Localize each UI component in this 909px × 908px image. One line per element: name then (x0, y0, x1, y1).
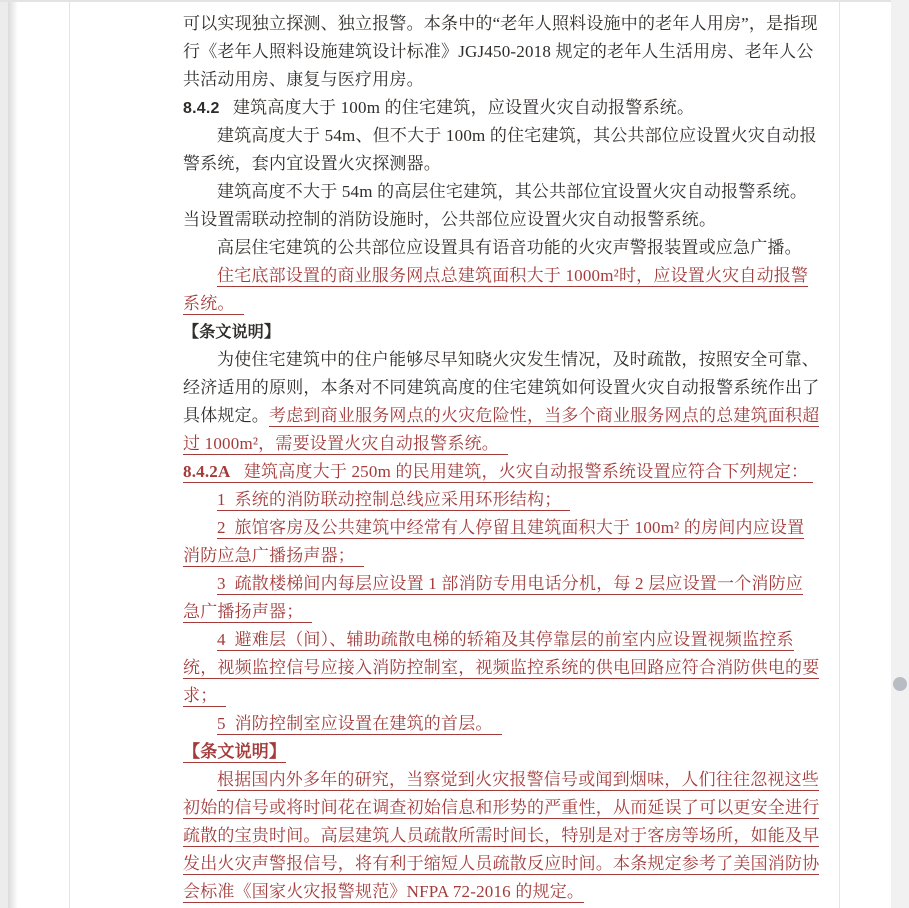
text-line (183, 346, 819, 374)
text-segment: 可以实现独立探测、独立报警。本条中的“老年人照料设施中的老年人用房”，是指现 (183, 14, 818, 33)
text-segment: 发出火灾声警报信号，将有利于缩短人员疏散反应时间。本条规定参考了美国消防协 (183, 854, 820, 873)
text-line (183, 402, 820, 430)
text-line (183, 878, 749, 906)
document-page (8, 2, 891, 908)
text-line (183, 66, 749, 94)
text-line (183, 486, 749, 514)
text-segment: 1 系统的消防联动控制总线应采用环形结构； (217, 490, 571, 509)
text-line (183, 38, 814, 66)
text-segment: 住宅底部设置的商业服务网点总建筑面积大于 1000m²时，应设置火灾自动报警 (217, 266, 809, 285)
text-line (183, 766, 819, 794)
text-segment: 为使住宅建筑中的住户能够尽早知晓火灾发生情况，及时疏散，按照安全可靠、 (217, 350, 819, 369)
text-segment: 8.4.2 (183, 100, 220, 117)
text-segment: 警系统，套内宜设置火灾探测器。 (183, 154, 441, 173)
text-segment: 会标准《国家火灾报警规范》NFPA 72-2016 的规定。 (183, 882, 585, 901)
text-segment: 建筑高度不大于 54m 的高层住宅建筑，其公共部位宜设置火灾自动报警系统。 (217, 182, 808, 201)
text-line (183, 822, 820, 850)
text-segment: 初始的信号或将时间花在调查初始信息和形势的严重性，从而延误了可以更安全进行 (183, 798, 820, 817)
text-segment: 求； (183, 686, 227, 705)
text-segment: 统，视频监控信号应接入消防控制室，视频监控系统的供电回路应符合消防供电的要 (183, 658, 820, 677)
text-segment: 系统。 (183, 294, 244, 313)
text-line (183, 710, 749, 738)
text-segment: 3 疏散楼梯间内每层应设置 1 部消防专用电话分机，每 2 层应设置一个消防应 (217, 574, 803, 593)
text-segment: 过 1000m²，需要设置火灾自动报警系统。 (183, 434, 508, 453)
document-text (183, 10, 820, 906)
scrollbar-thumb[interactable] (893, 677, 907, 691)
text-segment: 建筑高度大于 54m、但不大于 100m 的住宅建筑，其公共部位应设置火灾自动报 (217, 126, 817, 145)
text-line (183, 458, 813, 486)
text-line (183, 374, 820, 402)
text-segment: 根据国内外多年的研究，当察觉到火灾报警信号或闻到烟味，人们往往忽视这些 (217, 770, 819, 789)
text-line (183, 626, 794, 654)
text-line (183, 542, 749, 570)
text-line (183, 514, 805, 542)
text-line (183, 10, 818, 38)
text-segment: 建筑高度大于 100m 的住宅建筑，应设置火灾自动报警系统。 (219, 98, 695, 117)
text-line (183, 94, 749, 122)
text-line (183, 318, 749, 346)
text-line (183, 206, 749, 234)
text-segment: 经济适用的原则，本条对不同建筑高度的住宅建筑如何设置火灾自动报警系统作出了 (183, 378, 820, 397)
text-line (183, 794, 820, 822)
text-segment: 急广播扬声器； (183, 602, 313, 621)
text-line (183, 598, 749, 626)
scanned-image-left-edge (69, 2, 70, 908)
text-segment: 建筑高度大于 250m 的民用建筑，火灾自动报警系统设置应符合下列规定： (230, 462, 813, 481)
text-segment: 考虑到商业服务网点的火灾危险性，当多个商业服务网点的总建筑面积超 (269, 406, 820, 425)
text-segment: 2 旅馆客房及公共建筑中经常有人停留且建筑面积大于 100m² 的房间内应设置 (217, 518, 805, 537)
text-segment: 行《老年人照料设施建筑设计标准》JGJ450-2018 规定的老年人生活用房、老年人公 (183, 42, 814, 61)
text-segment: 当设置需联动控制的消防设施时，公共部位应设置火灾自动报警系统。 (183, 210, 717, 229)
text-line (183, 234, 802, 262)
text-segment: 【条文说明】 (183, 324, 281, 341)
text-line (183, 738, 749, 766)
text-line (183, 150, 749, 178)
text-line (183, 430, 749, 458)
text-line (183, 850, 820, 878)
text-segment: 4 避难层（间）、辅助疏散电梯的轿箱及其停靠层的前室内应设置视频监控系 (217, 630, 794, 649)
scrollbar-track[interactable] (891, 0, 909, 908)
text-line (183, 682, 749, 710)
text-segment: 疏散的宝贵时间。高层建筑人员疏散所需时间长，特别是对于客房等场所，如能及早 (183, 826, 820, 845)
text-line (183, 262, 809, 290)
text-line (183, 178, 808, 206)
text-segment: 8.4.2A (183, 462, 231, 481)
page-left-shadow (8, 2, 18, 908)
text-segment: 高层住宅建筑的公共部位应设置具有语音功能的火灾声警报装置或应急广播。 (217, 238, 802, 257)
text-segment: 共活动用房、康复与医疗用房。 (183, 70, 424, 89)
text-segment: 5 消防控制室应设置在建筑的首层。 (217, 714, 502, 733)
text-line (183, 654, 820, 682)
scanned-image-right-edge (839, 2, 840, 908)
text-line (183, 290, 749, 318)
text-segment: 【条文说明】 (183, 742, 287, 761)
text-segment: 具体规定。 (183, 406, 269, 425)
text-line (183, 570, 803, 598)
text-segment: 消防应急广播扬声器； (183, 546, 364, 565)
text-line (183, 122, 817, 150)
